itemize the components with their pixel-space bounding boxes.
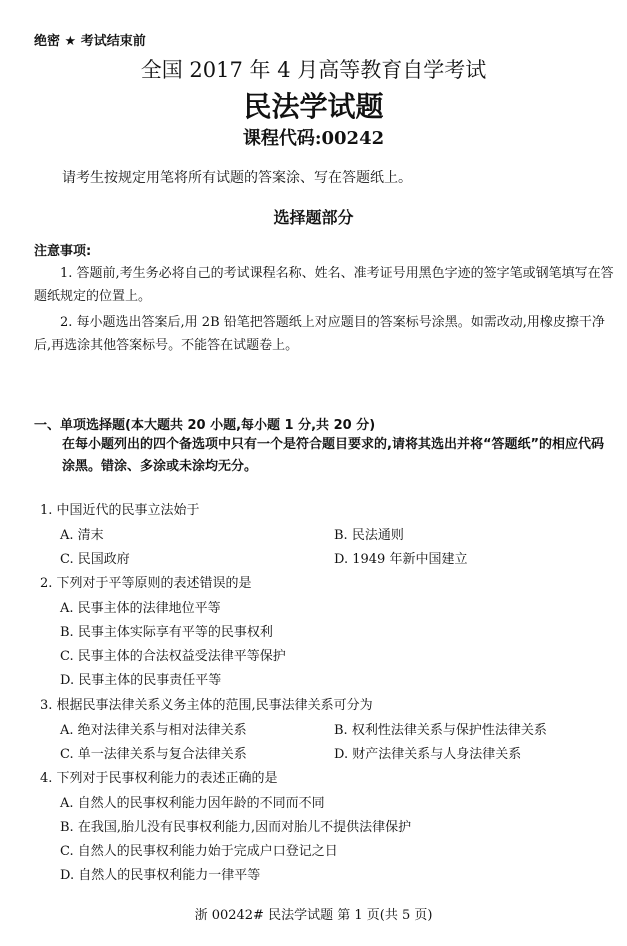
part-one-heading: 一、单项选择题(本大题共 20 小题,每小题 1 分,共 20 分) [34,418,376,433]
exam-title: 全国 2017 年 4 月高等教育自学考试 [140,58,487,82]
question-1-option-b: B. 民法通则 [334,528,404,543]
question-1-option-d: D. 1949 年新中国建立 [334,552,468,567]
notice-item-1-text: 1. 答题前,考生务必将自己的考试课程名称、姓名、准考证号用黑色字迹的签字笔或钢笔填写在答题纸规定的位置上。 [34,266,614,304]
question-4-stem: 4. 下列对于民事权利能力的表述正确的是 [40,771,278,786]
question-3-option-a: A. 绝对法律关系与相对法律关系 [60,723,247,738]
question-4-option-c: C. 自然人的民事权利能力始于完成户口登记之日 [60,844,338,859]
secret-label: 绝密 ★ 考试结束前 [34,34,146,49]
question-4-option-b: B. 在我国,胎儿没有民事权利能力,因而对胎儿不提供法律保护 [60,820,412,835]
notice-item-1 [34,262,619,308]
question-2-option-a: A. 民事主体的法律地位平等 [60,601,221,616]
question-4-option-d: D. 自然人的民事权利能力一律平等 [60,868,261,883]
question-3-option-d: D. 财产法律关系与人身法律关系 [334,747,522,762]
question-2-option-c: C. 民事主体的合法权益受法律平等保护 [60,649,286,664]
notice-item-2 [34,311,619,357]
question-3-option-b: B. 权利性法律关系与保护性法律关系 [334,723,547,738]
question-4-option-a: A. 自然人的民事权利能力因年龄的不同而不同 [60,796,325,811]
question-1-option-c: C. 民国政府 [60,552,130,567]
question-2-option-d: D. 民事主体的民事责任平等 [60,673,222,688]
question-2-option-b: B. 民事主体实际享有平等的民事权利 [60,625,273,640]
page-footer: 浙 00242# 民法学试题 第 1 页(共 5 页) [194,908,433,923]
course-code: 课程代码:00242 [242,128,385,149]
question-2-stem: 2. 下列对于平等原则的表述错误的是 [40,576,252,591]
subject-title: 民法学试题 [243,90,384,123]
part-one-description: 在每小题列出的四个备选项中只有一个是符合题目要求的,请将其选出并将“答题纸”的相应代码涂黑。错涂、多涂或未涂均无分。 [62,437,605,474]
question-3-option-c: C. 单一法律关系与复合法律关系 [60,747,247,762]
section-title: 选择题部分 [273,208,354,227]
question-1-option-a: A. 清末 [60,528,104,543]
notice-heading: 注意事项: [34,244,92,259]
answer-instruction: 请考生按规定用笔将所有试题的答案涂、写在答题纸上。 [62,170,412,186]
notice-item-2-text: 2. 每小题选出答案后,用 2B 铅笔把答题纸上对应题目的答案标号涂黑。如需改动,用橡皮擦干净后,再选涂其他答案标号。不能答在试题卷上。 [34,315,605,353]
question-1-stem: 1. 中国近代的民事立法始于 [40,503,200,518]
question-3-stem: 3. 根据民事法律关系义务主体的范围,民事法律关系可分为 [40,698,373,713]
